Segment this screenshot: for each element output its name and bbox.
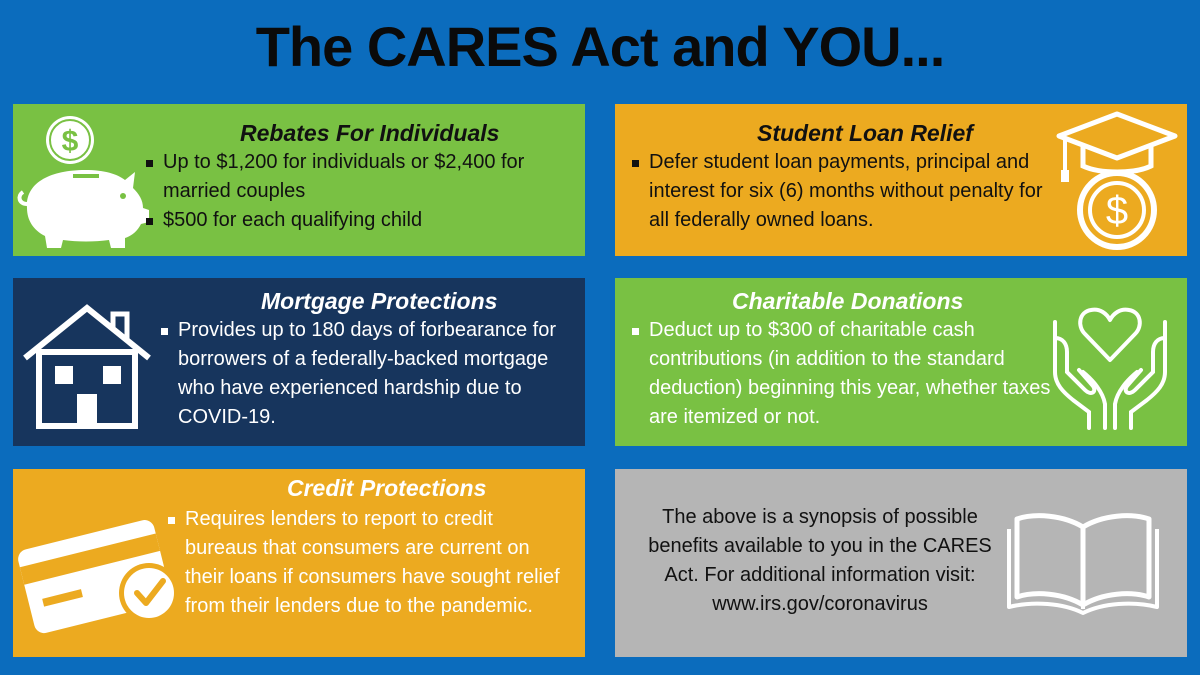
piggy-bank-icon bbox=[15, 108, 155, 258]
mortgage-list bbox=[158, 316, 568, 432]
credit-card-section bbox=[13, 469, 585, 657]
synopsis-text: The above is a synopsis of possible benefits available to you in the CARES Act. For additional information visit: www.irs.gov/coronavirus bbox=[648, 506, 992, 615]
credit-card-check-icon bbox=[17, 509, 187, 644]
mortgage-heading: Mortgage Protections bbox=[261, 288, 498, 314]
charitable-heading: Charitable Donations bbox=[732, 288, 964, 314]
list-item: Defer student loan payments, principal and interest for six (6) months without penalty for all federally owned loans. bbox=[629, 148, 1059, 235]
hands-heart-icon bbox=[1045, 292, 1175, 437]
credit-list bbox=[165, 505, 560, 621]
student-loan-card bbox=[615, 104, 1187, 256]
charitable-card bbox=[615, 278, 1187, 446]
mortgage-card bbox=[13, 278, 585, 446]
synopsis-card bbox=[615, 469, 1187, 657]
rebates-list bbox=[143, 148, 573, 235]
list-item: Provides up to 180 days of forbearance for borrowers of a federally-backed mortgage who have experienced hardship due to COVID-19. bbox=[158, 316, 568, 432]
house-icon bbox=[17, 300, 157, 435]
rebates-heading: Rebates For Individuals bbox=[240, 120, 500, 146]
student-loan-list bbox=[629, 148, 1059, 235]
list-item: $500 for each qualifying child bbox=[143, 206, 573, 235]
graduation-coin-icon bbox=[1055, 108, 1180, 258]
list-item: Deduct up to $300 of charitable cash contributions (in addition to the standard deduction) beginning this year, whether taxes are itemized or not. bbox=[629, 316, 1059, 432]
open-book-icon bbox=[1003, 505, 1163, 620]
list-item: Requires lenders to report to credit bureaus that consumers are current on their loans if consumers have sought relief from their lenders due to the pandemic. bbox=[165, 505, 560, 621]
student-loan-heading: Student Loan Relief bbox=[757, 120, 973, 146]
list-item: Up to $1,200 for individuals or $2,400 for married couples bbox=[143, 148, 573, 206]
svg-text:$: $ bbox=[1105, 189, 1129, 233]
page-title: The CARES Act and YOU... bbox=[255, 15, 945, 78]
rebates-card bbox=[13, 104, 585, 256]
credit-heading: Credit Protections bbox=[287, 475, 487, 501]
charitable-list bbox=[629, 316, 1059, 432]
svg-text:$: $ bbox=[61, 125, 79, 158]
